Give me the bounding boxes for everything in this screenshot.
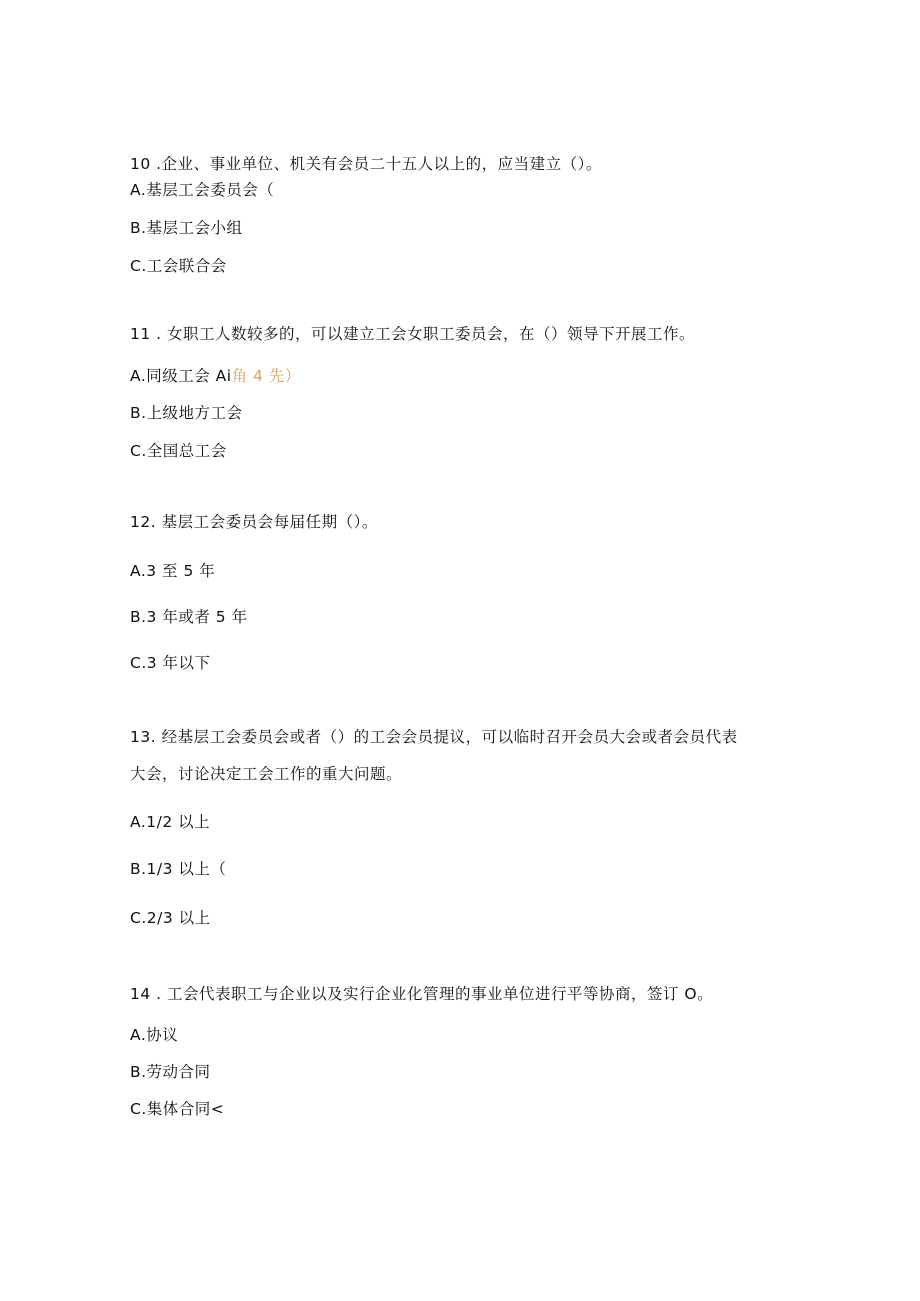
question-11-option-a-annotation: 角 4 先）	[231, 367, 301, 385]
question-14-option-c: C.集体合同<	[130, 1100, 225, 1118]
question-13-option-c: C.2/3 以上	[130, 909, 211, 927]
question-11-stem: 11 . 女职工人数较多的，可以建立工会女职工委员会，在（）领导下开展工作。	[130, 325, 696, 343]
question-14-option-b: B.劳动合同	[130, 1063, 211, 1081]
question-11-option-a-row	[130, 366, 301, 386]
question-13-stem-line-2: 大会，讨论决定工会工作的重大问题。	[130, 765, 403, 783]
question-13-option-a: A.1/2 以上	[130, 813, 211, 831]
question-11-option-c: C.全国总工会	[130, 442, 227, 460]
question-11-option-a: A.同级工会 Ai	[130, 367, 232, 385]
question-10-option-b: B.基层工会小组	[130, 219, 243, 237]
question-12-option-b: B.3 年或者 5 年	[130, 608, 248, 626]
question-10-stem: 10 .企业、事业单位、机关有会员二十五人以上的，应当建立（）。	[130, 155, 602, 173]
question-11-option-b: B.上级地方工会	[130, 404, 243, 422]
question-13-stem-line-1: 13. 经基层工会委员会或者（）的工会会员提议，可以临时召开会员大会或者会员代表	[130, 728, 738, 746]
question-12-stem: 12. 基层工会委员会每届任期（）。	[130, 513, 378, 531]
question-12-option-c: C.3 年以下	[130, 654, 211, 672]
question-10-option-c: C.工会联合会	[130, 257, 227, 275]
question-14-stem: 14 . 工会代表职工与企业以及实行企业化管理的事业单位进行平等协商，签订 O。	[130, 985, 714, 1003]
question-13-option-b: B.1/3 以上（	[130, 860, 227, 878]
question-10-option-a: A.基层工会委员会（	[130, 181, 275, 199]
question-12-option-a: A.3 至 5 年	[130, 562, 216, 580]
question-14-option-a: A.协议	[130, 1026, 179, 1044]
